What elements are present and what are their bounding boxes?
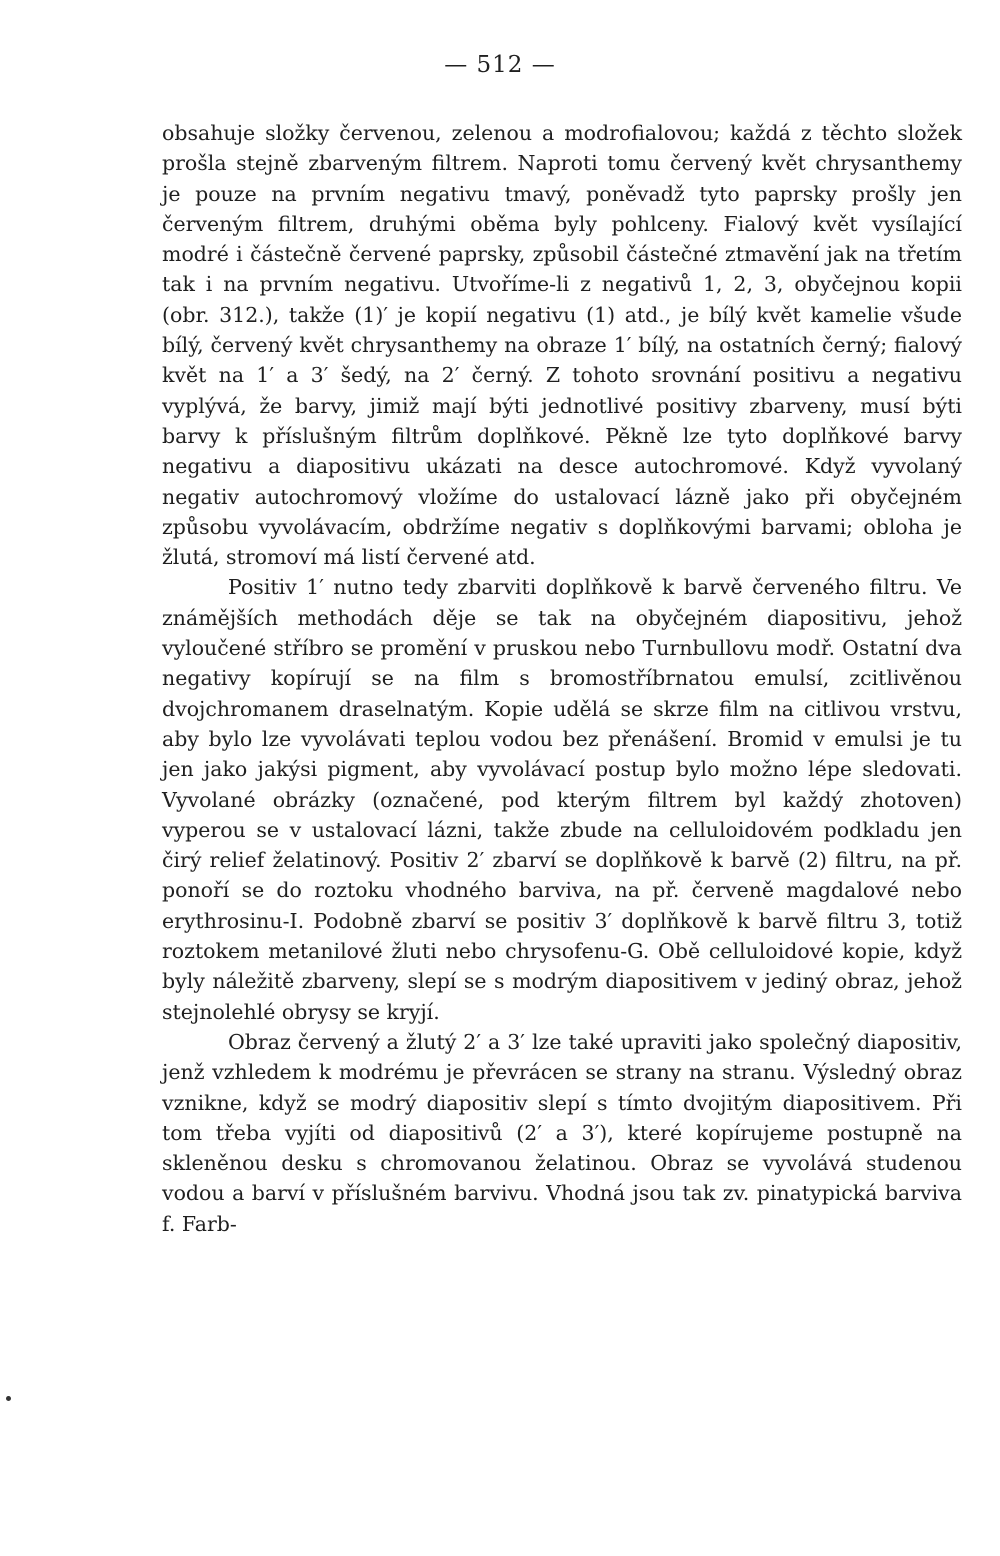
paragraph-3: Obraz červený a žlutý 2′ a 3′ lze také upraviti jako společný diapositiv, jenž vzhledem k modrému je převrácen se strany na stranu. Výsledný obraz vznikne, když se modrý diapositiv slepí s tímto dvojitým diapositivem. Při tom třeba vyjíti od diapositivů (2′ a 3′), které kopírujeme postupně na skleněnou desku s chromovanou želatinou. Obraz se vyvolává studenou vodou a barví v příslušném barvivu. Vhodná jsou tak zv. pinatypická barviva f. Farb- (162, 1029, 962, 1236)
body-text (162, 118, 962, 1239)
paragraph-1: obsahuje složky červenou, zelenou a modrofialovou; každá z těchto složek prošla stejně zbarveným filtrem. Naproti tomu červený květ chrysanthemy je pouze na prvním negativu tmavý, poněvadž tyto paprsky prošly jen červeným filtrem, druhými oběma byly pohlceny. Fialový květ vysílající modré i částečně červené paprsky, způsobil částečné ztmavění jak na třetím tak i na prvním negativu. Utvoříme-li z negativů 1, 2, 3, obyčejnou kopii (obr. 312.), takže (1)′ je kopií negativu (1) atd., je bílý květ kamelie všude bílý, červený květ chrysanthemy na obraze 1′ bílý, na ostatních černý; fialový květ na 1′ a 3′ šedý, na 2′ černý. Z tohoto srovnání positivu a negativu vyplývá, že barvy, jimiž mají býti jednotlivé positivy zbarveny, musí býti barvy k příslušným filtrům doplňkové. Pěkně lze tyto doplňkové barvy negativu a diapositivu ukázati na desce autochromové. Když vyvolaný negativ autochromový vložíme do ustalovací lázně jako při obyčejném způsobu vyvolávacím, obdržíme negativ s doplňkovými barvami; obloha je žlutá, stromoví má listí červené atd. (162, 121, 962, 570)
stray-ink-mark (6, 1396, 11, 1401)
page-number: — 512 — (444, 52, 556, 78)
paragraph-2: Positiv 1′ nutno tedy zbarviti doplňkově k barvě červeného filtru. Ve známějších methodách děje se tak na obyčejném diapositivu, jehož vyloučené stříbro se promění v pruskou nebo Turnbullovu modř. Ostatní dva negativy kopírují se na film s bromostříbrnatou emulsí, zcitlivěnou dvojchromanem draselnatým. Kopie udělá se skrze film na citlivou vrstvu, aby bylo lze vyvolávati teplou vodou bez přenášení. Bromid v emulsi je tu jen jako jakýsi pigment, aby vyvolávací postup bylo možno lépe sledovati. Vyvolané obrázky (označené, pod kterým filtrem byl každý zhotoven) vyperou se v ustalovací lázni, takže zbude na celluloidovém podkladu jen čirý relief želatinový. Positiv 2′ zbarví se doplňkově k barvě (2) filtru, na př. ponoří se do roztoku vhodného barviva, na př. červeně magdalové nebo erythrosinu-I. Podobně zbarví se positiv 3′ doplňkově k barvě filtru 3, totiž roztokem metanilové žluti nebo chrysofenu-G. Obě celluloidové kopie, když byly náležitě zbarveny, slepí se s modrým diapositivem v jediný obraz, jehož stejnolehlé obrysy se kryjí. (162, 575, 962, 1024)
